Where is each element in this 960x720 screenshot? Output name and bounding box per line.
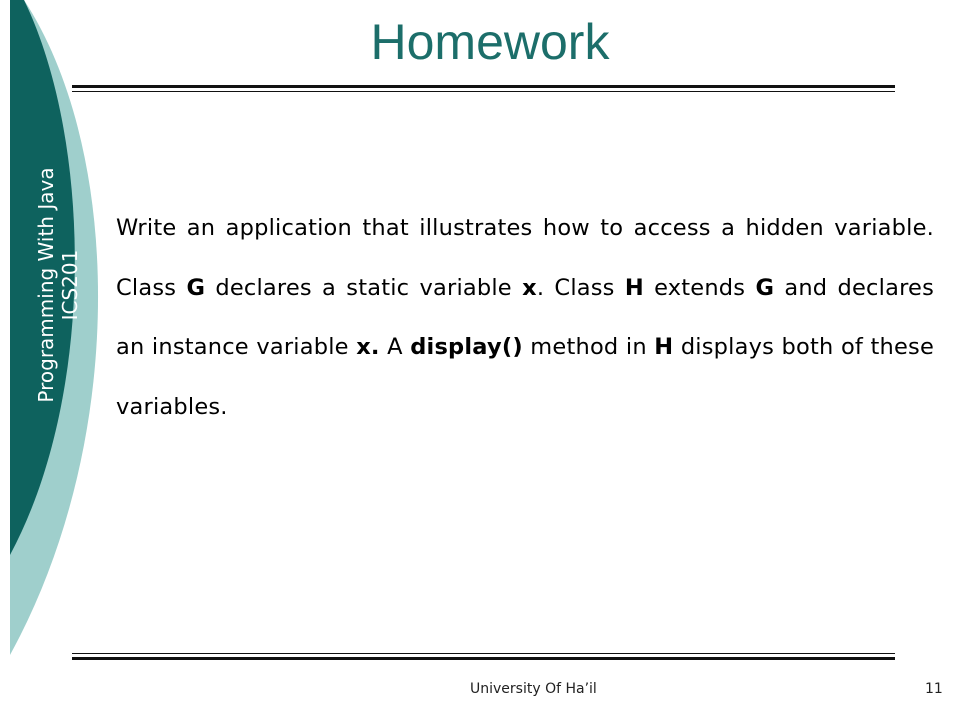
bold-term: G — [755, 274, 775, 301]
text-segment: and declares an instance variable — [116, 274, 934, 360]
sidebar-course-label — [34, 125, 82, 445]
bold-term: G — [186, 274, 206, 301]
top-divider — [72, 85, 895, 92]
slide-title: Homework — [370, 14, 610, 70]
footer-university: University Of Ha’il — [470, 681, 597, 697]
text-segment: method in — [522, 334, 655, 360]
text-segment: declares a static variable — [205, 274, 523, 301]
bold-term: x — [522, 274, 537, 301]
slide-number: 11 — [925, 681, 943, 697]
text-segment: displays both of these variables. — [116, 334, 935, 420]
text-segment: Write an application that illustrates how to access a hidden variable. Class — [116, 215, 934, 301]
bold-term: H — [624, 274, 644, 301]
bottom-divider — [72, 653, 895, 660]
bold-term: x. — [356, 334, 380, 360]
homework-text — [116, 199, 934, 437]
text-segment: A — [379, 334, 411, 360]
sidebar-course-code: ICS201 — [58, 249, 82, 321]
text-segment: extends — [643, 274, 756, 301]
sidebar-course-name: Programming With Java — [34, 167, 58, 403]
bold-term: H — [654, 334, 674, 360]
bold-term: display() — [410, 334, 523, 360]
text-segment: . Class — [536, 274, 625, 301]
